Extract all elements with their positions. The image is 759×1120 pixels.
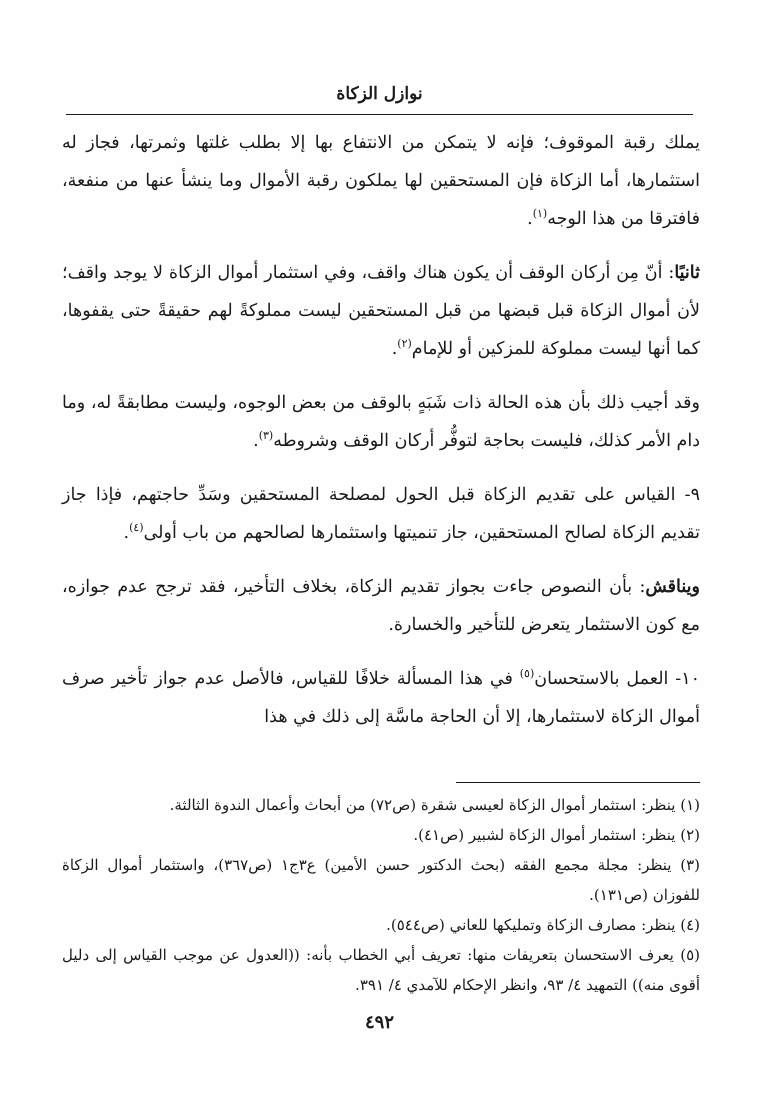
paragraph-text: : بأن النصوص جاءت بجواز تقديم الزكاة، بخلاف التأخير، فقد ترجح عدم جوازه، مع كون الاستثمار يتعرض للتأخير والخسارة. <box>62 577 700 635</box>
paragraph-tail: . <box>391 339 398 359</box>
paragraph-tail: . <box>253 431 259 451</box>
footnote-ref[interactable]: (٣) <box>258 429 274 443</box>
paragraph <box>62 124 700 238</box>
paragraph-text: : أنّ مِن أركان الوقف أن يكون هناك واقف، وفي استثمار أموال الزكاة لا يوجد واقف؛ لأن أموال الزكاة قبل قبضها من قبل المستحقين ليست مملوكةً لهم حقيقةً حتى يقفوها، كما أنها ليست مملوكة للمزكين أو للإمام <box>62 263 700 359</box>
footnote <box>62 940 700 1000</box>
footnote-number: (٣) <box>680 856 700 874</box>
paragraph <box>62 384 700 460</box>
footnote <box>62 820 700 850</box>
footnote-number: (٢) <box>680 826 700 844</box>
footnote-text: ينظر: مصارف الزكاة وتمليكها للعاني (ص٥٤٤). <box>386 916 676 934</box>
header-divider <box>66 114 693 115</box>
paragraph-lead: ويناقش <box>645 577 700 597</box>
paragraph <box>62 660 700 736</box>
footnote <box>62 910 700 940</box>
paragraph-text: يملك رقبة الموقوف؛ فإنه لا يتمكن من الانتفاع بها إلا بطلب غلتها وثمرتها، فجاز له استثمارها، أما الزكاة فإن المستحقين لها يملكون رقبة الأموال وما ينشأ عنها من منفعة، فافترقا من هذا الوجه <box>62 133 700 229</box>
footnote-number: (١) <box>680 796 700 814</box>
footnote <box>62 850 700 910</box>
running-header <box>66 84 693 104</box>
paragraph-text: ٩- القياس على تقديم الزكاة قبل الحول لمصلحة المستحقين وسَدِّ حاجتهم، فإذا جاز تقديم الزكاة لصالح المستحقين، جاز تنميتها واستثمارها لصالحهم من باب أولى <box>62 485 700 543</box>
paragraph-tail: . <box>527 209 533 229</box>
paragraph-lead: ثانيًا <box>674 263 700 283</box>
paragraph-tail: . <box>123 523 130 543</box>
paragraph <box>62 476 700 552</box>
footnote-text: ينظر: مجلة مجمع الفقه (بحث الدكتور حسن الأمين) ع٣ج١ (ص٣٦٧)، واستثمار أموال الزكاة للفوزان (ص١٣١). <box>62 856 700 904</box>
paragraph-text: ١٠- العمل بالاستحسان <box>534 669 701 689</box>
page-number: ٤٩٢ <box>364 1012 394 1033</box>
footnote-text: يعرف الاستحسان بتعريفات منها: تعريف أبي الخطاب بأنه: ((العدول عن موجب القياس إلى دليل أقوى منه)) التمهيد ٤/ ٩٣، وانظر الإحكام للآمدي ٤/ ٣٩١. <box>62 946 700 994</box>
main-text <box>62 124 700 752</box>
footnote-ref[interactable]: (٤) <box>129 521 144 535</box>
footnote <box>62 790 700 820</box>
footnote-text: ينظر: استثمار أموال الزكاة لعيسى شقرة (ص٧٢) من أبحاث وأعمال الندوة الثالثة. <box>169 796 676 814</box>
paragraph <box>62 568 700 644</box>
footnote-number: (٥) <box>680 946 700 964</box>
footnote-ref[interactable]: (١) <box>532 207 548 221</box>
paragraph-tail: في هذا المسألة خلافًا للقياس، فالأصل عدم جواز تأخير صرف أموال الزكاة لاستثمارها، إلا أن الحاجة ماسَّة إلى ذلك في هذا <box>62 669 700 727</box>
footnote-divider <box>456 782 700 783</box>
footnote-text: ينظر: استثمار أموال الزكاة لشبير (ص٤١). <box>413 826 676 844</box>
footnote-number: (٤) <box>680 916 700 934</box>
footnote-ref[interactable]: (٢) <box>397 337 412 351</box>
paragraph <box>62 254 700 368</box>
footnote-ref[interactable]: (٥) <box>519 667 535 681</box>
running-header-title: نوازل الزكاة <box>336 84 423 104</box>
footnotes <box>62 790 700 1000</box>
paragraph-text: وقد أجيب ذلك بأن هذه الحالة ذات شَبَهٍ بالوقف من بعض الوجوه، وليست مطابقةً له، وما دام الأمر كذلك، فليست بحاجة لتوفُّر أركان الوقف وشروطه <box>62 393 700 451</box>
